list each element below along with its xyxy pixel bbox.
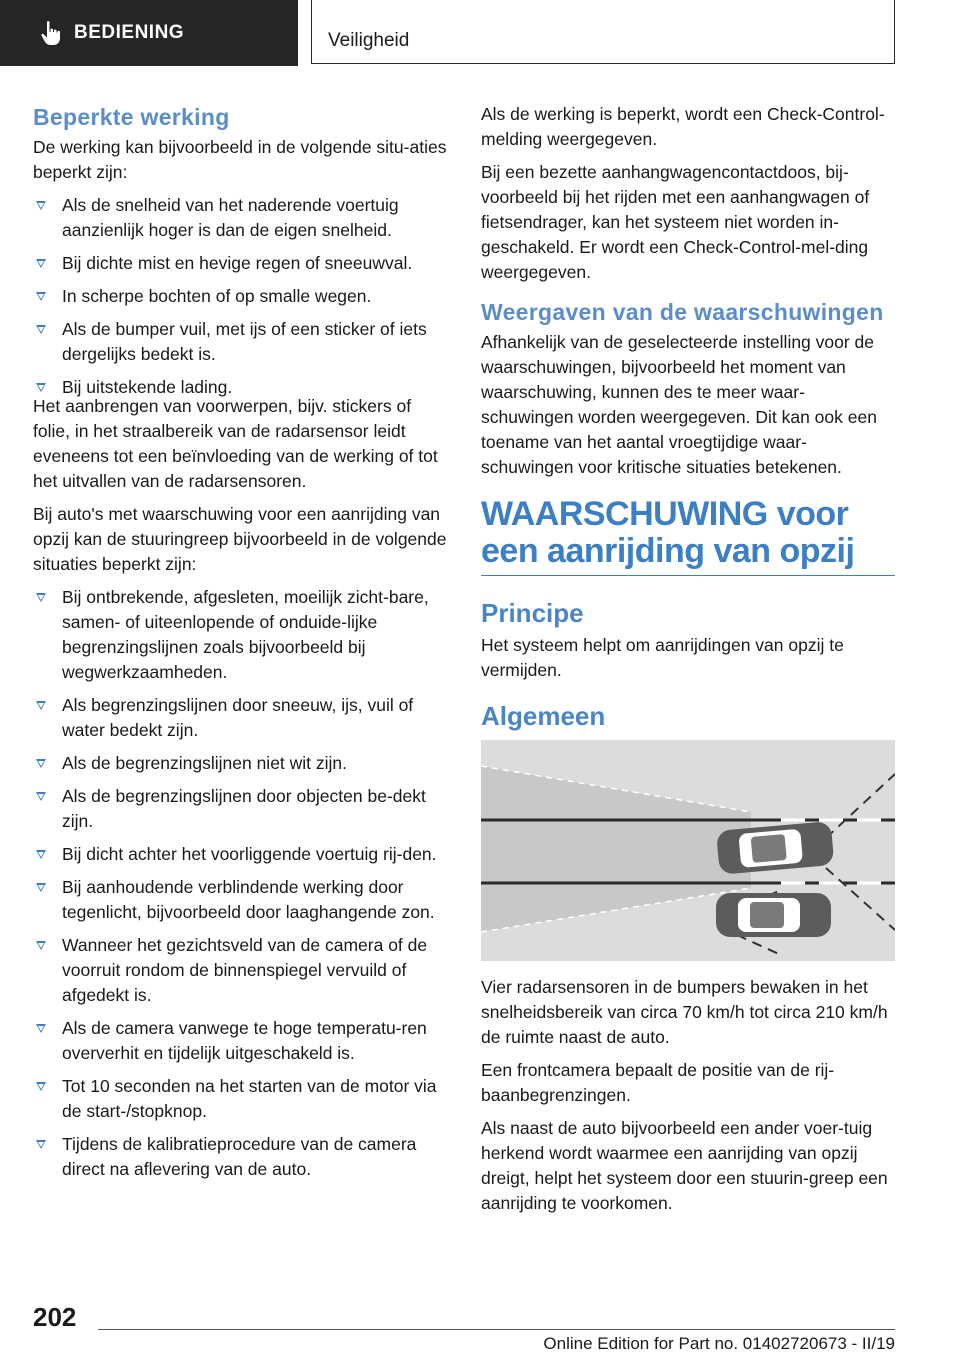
triangle-bullet-icon: [36, 593, 46, 602]
heading-principe: Principe: [481, 598, 584, 629]
triangle-bullet-icon: [36, 792, 46, 801]
triangle-bullet-icon: [36, 383, 46, 392]
list-item: In scherpe bochten of op smalle wegen.: [33, 284, 449, 309]
right-column: [481, 100, 895, 1224]
list-item: Als begrenzingslijnen door sneeuw, ijs, vuil of water bedekt zijn.: [33, 693, 449, 743]
bullet-list-1: [33, 193, 449, 400]
triangle-bullet-icon: [36, 201, 46, 210]
triangle-bullet-icon: [36, 941, 46, 950]
page-header: [0, 0, 960, 66]
triangle-bullet-icon: [36, 259, 46, 268]
left-column: [33, 100, 449, 1190]
paragraph: Een frontcamera bepaalt de positie van de rij-baanbegrenzingen.: [481, 1060, 835, 1106]
chapter-tab: [311, 0, 895, 64]
paragraph: Het systeem helpt om aanrijdingen van opzij te vermijden.: [481, 635, 844, 681]
triangle-bullet-icon: [36, 701, 46, 710]
list-item: Als de bumper vuil, met ijs of een sticker of iets dergelijks bedekt is.: [33, 317, 449, 367]
list-item: Wanneer het gezichtsveld van de camera of de voorruit rondom de binnenspiegel vervuild of afgedekt is.: [33, 933, 449, 1008]
list-item: Als de camera vanwege te hoge temperatu-ren oververhit en tijdelijk uitgeschakeld is.: [33, 1016, 449, 1066]
paragraph: Vier radarsensoren in de bumpers bewaken in het snelheidsbereik van circa 70 km/h tot circa 210 km/h de ruimte naast de auto.: [481, 977, 888, 1048]
triangle-bullet-icon: [36, 1024, 46, 1033]
edition-note: Online Edition for Part no. 01402720673 - II/19: [543, 1334, 895, 1353]
chapter-heading: WAARSCHUWING voor een aanrijding van opzij: [481, 496, 895, 576]
list-item: Als de snelheid van het naderende voertuig aanzienlijk hoger is dan de eigen snelheid.: [33, 193, 449, 243]
bullet-list-2: [33, 585, 449, 1182]
paragraph: Als naast de auto bijvoorbeeld een ander voer-tuig herkend wordt waarmee een aanrijding van opzij dreigt, helpt het systeem door een stuurin-greep een aanrijding te voorkomen.: [481, 1118, 888, 1214]
triangle-bullet-icon: [36, 1082, 46, 1091]
triangle-bullet-icon: [36, 850, 46, 859]
section-tab: [0, 0, 298, 66]
section-title: BEDIENING: [74, 22, 185, 43]
list-item: Bij uitstekende lading.: [33, 375, 449, 400]
paragraph: Afhankelijk van de geselecteerde instelling voor de waarschuwingen, bijvoorbeeld het moment van waarschuwing, kunnen des te meer waar-schuwingen worden weergegeven. Dit kan ook een toename van het aantal vroegtijdige waar-schuwingen voor kritische situaties betekenen.: [481, 332, 877, 477]
triangle-bullet-icon: [36, 325, 46, 334]
paragraph: Als de werking is beperkt, wordt een Check-Control-melding weergegeven.: [481, 104, 885, 149]
triangle-bullet-icon: [36, 883, 46, 892]
footer-divider: [98, 1329, 895, 1330]
list-item: Bij dichte mist en hevige regen of sneeuwval.: [33, 251, 449, 276]
side-collision-illustration: [481, 740, 895, 961]
list-item: Tot 10 seconden na het starten van de motor via de start-/stopknop.: [33, 1074, 449, 1124]
triangle-bullet-icon: [36, 759, 46, 768]
page-number: 202: [33, 1302, 77, 1332]
chapter-title: Veiligheid: [328, 30, 410, 51]
list-item: Als de begrenzingslijnen niet wit zijn.: [33, 751, 449, 776]
triangle-bullet-icon: [36, 292, 46, 301]
list-item: Bij dicht achter het voorliggende voertuig rij-den.: [33, 842, 449, 867]
list-item: Bij aanhoudende verblindende werking door tegenlicht, bijvoorbeeld door laaghangende zon.: [33, 875, 449, 925]
heading-algemeen: Algemeen: [481, 701, 606, 732]
hand-pointer-icon: [40, 20, 62, 46]
paragraph: Bij auto's met waarschuwing voor een aanrijding van opzij kan de stuuringreep bijvoorbeeld in de volgende situaties beperkt zijn:: [33, 504, 447, 574]
heading-weergaven: Weergaven van de waarschuwingen: [481, 299, 884, 325]
list-item: Bij ontbrekende, afgesleten, moeilijk zicht-bare, samen- of uiteenlopende of onduide-lijke begrenzingslijnen zoals bijvoorbeeld bij wegwerkzaamheden.: [33, 585, 449, 685]
paragraph: Het aanbrengen van voorwerpen, bijv. stickers of folie, in het straalbereik van de radarsensor leidt eveneens tot een beïnvloeding van de werking of tot het uitvallen van de radarsensoren.: [33, 396, 438, 491]
list-item: Als de begrenzingslijnen door objecten be-dekt zijn.: [33, 784, 449, 834]
paragraph: De werking kan bijvoorbeeld in de volgende situ-aties beperkt zijn:: [33, 137, 447, 182]
triangle-bullet-icon: [36, 1140, 46, 1149]
heading-beperkte-werking: Beperkte werking: [33, 104, 230, 130]
list-item: Tijdens de kalibratieprocedure van de camera direct na aflevering van de auto.: [33, 1132, 449, 1182]
paragraph: Bij een bezette aanhangwagencontactdoos, bij-voorbeeld bij het rijden met een aanhangwagen of fietsendrager, kan het systeem niet worden in-geschakeld. Er wordt een Check-Control-mel-ding weergegeven.: [481, 162, 870, 282]
